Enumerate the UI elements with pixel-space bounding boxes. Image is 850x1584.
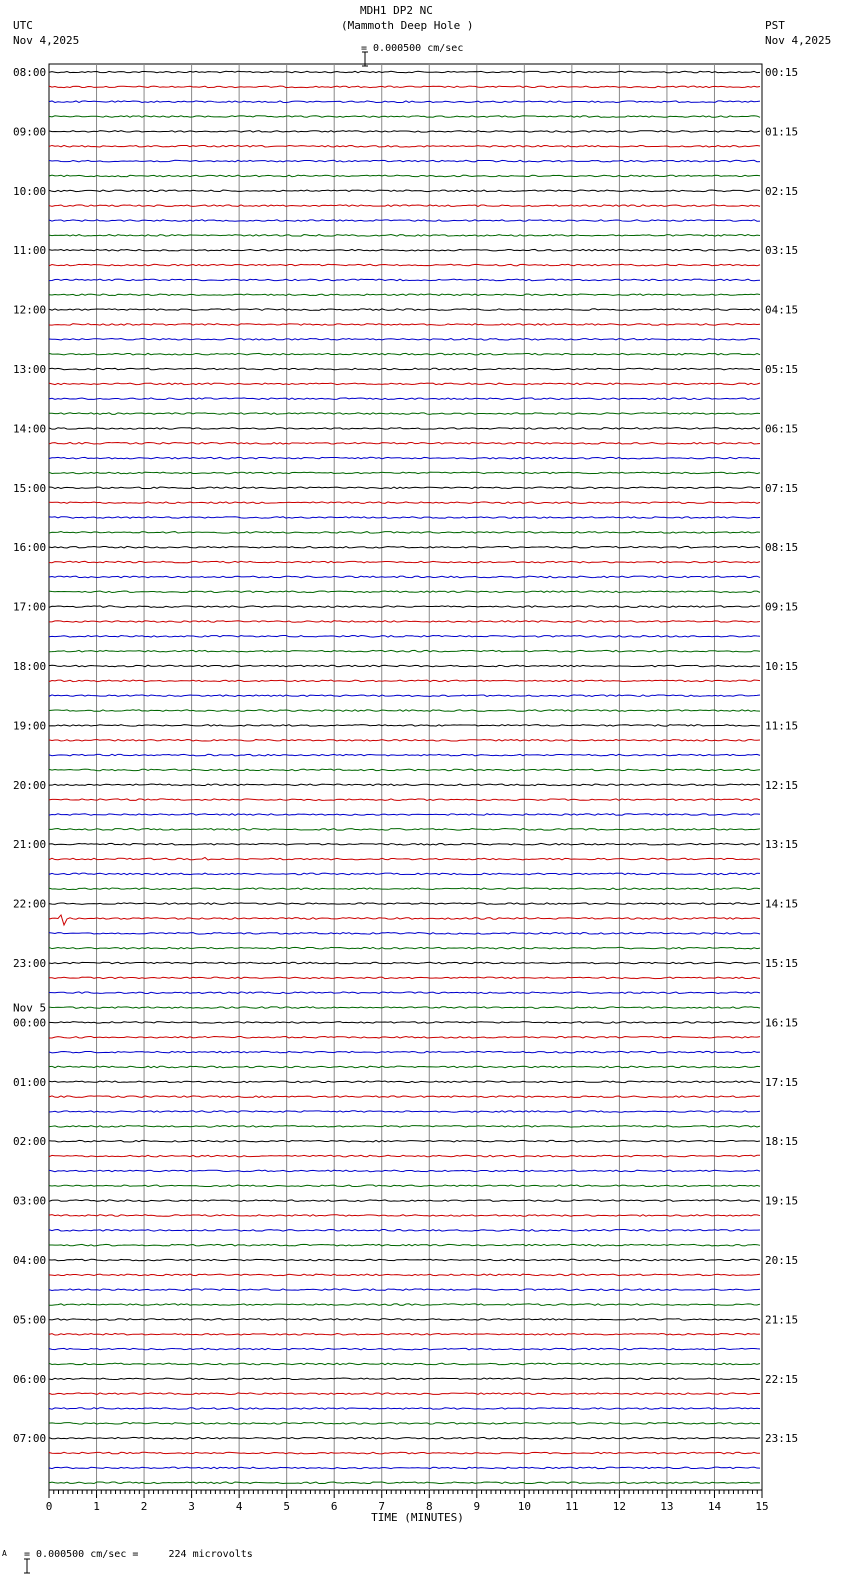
footer-mark: A: [2, 1549, 7, 1558]
trace-line: [49, 977, 760, 979]
pst-time-label: 11:15: [765, 719, 799, 733]
pst-time-label: 08:15: [765, 541, 799, 555]
trace-line: [49, 1289, 760, 1291]
trace-line: [49, 160, 760, 162]
trace-line: [49, 725, 760, 727]
trace-line: [49, 1467, 760, 1469]
trace-line: [49, 1081, 760, 1083]
pst-time-label: 07:15: [765, 481, 799, 495]
trace-line: [49, 739, 760, 741]
x-tick-label: 14: [707, 1500, 722, 1513]
trace-line: [49, 517, 760, 519]
trace-line: [49, 1066, 760, 1068]
pst-time-label: 12:15: [765, 778, 799, 792]
trace-line: [49, 1319, 760, 1321]
right-date: Nov 4,2025: [765, 34, 832, 47]
utc-hour-label: 13:00: [13, 363, 47, 376]
trace-line: [49, 1215, 760, 1217]
trace-line: [49, 279, 760, 281]
pst-time-label: 20:15: [765, 1254, 799, 1267]
trace-line: [49, 472, 760, 474]
x-tick-label: 12: [612, 1500, 627, 1513]
pst-time-label: 06:15: [765, 422, 799, 436]
trace-line: [49, 710, 760, 712]
utc-date-label: Nov 5: [13, 1001, 47, 1015]
trace-line: [49, 784, 760, 786]
utc-hour-label: 00:00: [13, 1016, 47, 1030]
trace-line: [49, 1274, 760, 1276]
pst-time-label: 16:15: [765, 1016, 799, 1030]
pst-time-label: 18:15: [765, 1135, 799, 1149]
trace-line: [49, 650, 760, 652]
x-tick-label: 7: [378, 1500, 386, 1513]
trace-line: [49, 413, 760, 415]
trace-line: [49, 606, 760, 608]
utc-hour-label: 16:00: [13, 541, 47, 555]
utc-hour-label: 08:00: [13, 66, 47, 79]
trace-line: [49, 398, 760, 400]
trace-line: [49, 1230, 760, 1232]
trace-line: [49, 502, 760, 504]
utc-hour-label: 06:00: [13, 1372, 47, 1386]
utc-hour-label: 09:00: [13, 125, 47, 139]
x-tick-label: 8: [425, 1500, 433, 1513]
trace-line: [49, 1022, 760, 1024]
pst-time-label: 10:15: [765, 660, 799, 673]
x-tick-label: 0: [45, 1500, 53, 1513]
trace-line: [49, 339, 760, 341]
trace-line: [49, 1051, 760, 1053]
pst-time-label: 22:15: [765, 1372, 799, 1386]
trace-line: [49, 249, 760, 251]
station-location: (Mammoth Deep Hole ): [341, 19, 474, 32]
trace-line: [49, 309, 760, 311]
trace-line: [49, 1333, 760, 1335]
utc-hour-label: 14:00: [13, 422, 47, 436]
scale-label: = 0.000500 cm/sec: [361, 43, 464, 54]
trace-line: [49, 1185, 760, 1187]
trace-line: [49, 1408, 760, 1410]
utc-hour-label: 03:00: [13, 1194, 47, 1208]
trace-line: [49, 903, 760, 905]
trace-line: [49, 754, 760, 756]
trace-line: [49, 71, 760, 73]
trace-line: [49, 680, 760, 682]
x-tick-label: 1: [93, 1500, 100, 1513]
trace-line: [49, 294, 760, 296]
trace-line: [49, 576, 760, 578]
trace-line: [49, 636, 760, 638]
x-tick-label: 10: [517, 1500, 531, 1513]
trace-line: [49, 428, 760, 430]
right-timezone: PST: [765, 19, 785, 32]
trace-line: [49, 1170, 760, 1172]
trace-line: [49, 1393, 760, 1395]
x-tick-label: 13: [660, 1500, 674, 1513]
trace-line: [49, 324, 760, 326]
x-axis-label: TIME (MINUTES): [371, 1511, 464, 1524]
trace-line: [49, 888, 760, 890]
utc-hour-label: 05:00: [13, 1313, 47, 1327]
utc-hour-label: 15:00: [13, 481, 47, 495]
utc-hour-label: 01:00: [13, 1075, 47, 1089]
x-tick-label: 3: [188, 1500, 195, 1513]
trace-line: [49, 1111, 760, 1113]
trace-line: [49, 873, 760, 875]
trace-line: [49, 992, 760, 994]
trace-line: [49, 1482, 760, 1484]
trace-line: [49, 1126, 760, 1128]
trace-line: [49, 1155, 760, 1157]
trace-line: [49, 1244, 760, 1246]
pst-time-label: 02:15: [765, 184, 799, 198]
utc-hour-label: 21:00: [13, 838, 47, 852]
trace-line: [49, 915, 760, 925]
trace-line: [49, 857, 760, 860]
trace-line: [49, 591, 760, 593]
trace-line: [49, 175, 760, 177]
trace-line: [49, 101, 760, 103]
trace-line: [49, 1007, 760, 1009]
trace-line: [49, 131, 760, 133]
x-tick-label: 15: [755, 1500, 769, 1513]
utc-hour-label: 02:00: [13, 1135, 47, 1149]
scale-bar-icon: [348, 38, 356, 54]
utc-hour-label: 19:00: [13, 719, 47, 733]
trace-line: [49, 190, 760, 192]
trace-line: [49, 1378, 760, 1380]
trace-line: [49, 368, 760, 370]
trace-line: [49, 814, 760, 816]
utc-hour-label: 20:00: [13, 778, 47, 792]
x-tick-label: 2: [140, 1500, 148, 1513]
trace-line: [49, 383, 760, 385]
x-tick-label: 6: [330, 1500, 338, 1513]
utc-hour-label: 17:00: [13, 600, 47, 614]
trace-line: [49, 205, 760, 207]
trace-line: [49, 1140, 760, 1142]
x-tick-label: 11: [565, 1500, 579, 1513]
x-tick-label: 5: [283, 1500, 290, 1513]
pst-time-label: 05:15: [765, 363, 799, 376]
station-title: MDH1 DP2 NC: [360, 4, 433, 17]
utc-hour-label: 12:00: [13, 303, 47, 317]
trace-line: [49, 457, 760, 459]
utc-hour-label: 23:00: [13, 957, 47, 970]
trace-line: [49, 353, 760, 355]
left-date: Nov 4,2025: [13, 34, 80, 47]
trace-line: [49, 962, 760, 964]
pst-time-label: 01:15: [765, 125, 799, 139]
trace-line: [49, 1423, 760, 1425]
trace-line: [49, 1348, 760, 1350]
trace-line: [49, 621, 760, 623]
trace-line: [49, 947, 760, 949]
x-tick-label: 9: [473, 1500, 481, 1513]
trace-line: [49, 1437, 760, 1439]
pst-time-label: 04:15: [765, 303, 799, 317]
pst-time-label: 23:15: [765, 1432, 799, 1446]
plot-frame: [49, 64, 762, 1490]
trace-line: [49, 145, 760, 147]
trace-line: [49, 487, 760, 489]
trace-line: [49, 1036, 760, 1038]
trace-line: [49, 769, 760, 771]
utc-hour-label: 22:00: [13, 897, 47, 911]
footer-scale-note: = 0.000500 cm/sec = 224 microvolts: [24, 1549, 253, 1560]
trace-line: [49, 235, 760, 237]
trace-line: [49, 1304, 760, 1306]
trace-line: [49, 829, 760, 831]
trace-line: [49, 695, 760, 697]
trace-line: [49, 220, 760, 222]
left-timezone: UTC: [13, 19, 33, 32]
trace-line: [49, 799, 760, 801]
utc-hour-label: 10:00: [13, 184, 47, 198]
utc-hour-label: 07:00: [13, 1432, 47, 1446]
pst-time-label: 03:15: [765, 244, 799, 258]
trace-line: [49, 442, 760, 444]
trace-line: [49, 1259, 760, 1261]
footer-scale-icon: [10, 1545, 18, 1561]
pst-time-label: 19:15: [765, 1194, 799, 1208]
trace-line: [49, 665, 760, 667]
trace-line: [49, 546, 760, 548]
utc-hour-label: 04:00: [13, 1254, 47, 1267]
pst-time-label: 14:15: [765, 897, 799, 911]
trace-line: [49, 116, 760, 118]
trace-line: [49, 561, 760, 563]
trace-line: [49, 1452, 760, 1454]
trace-line: [49, 1096, 760, 1098]
trace-line: [49, 532, 760, 534]
trace-line: [49, 264, 760, 266]
x-tick-label: 4: [235, 1500, 243, 1513]
trace-line: [49, 1200, 760, 1202]
pst-time-label: 17:15: [765, 1075, 799, 1089]
pst-time-label: 21:15: [765, 1313, 799, 1327]
pst-time-label: 15:15: [765, 957, 799, 970]
trace-line: [49, 86, 760, 88]
trace-line: [49, 1363, 760, 1365]
trace-line: [49, 933, 760, 935]
utc-hour-label: 18:00: [13, 660, 47, 673]
pst-time-label: 09:15: [765, 600, 799, 614]
pst-time-label: 13:15: [765, 838, 799, 852]
trace-line: [49, 843, 760, 845]
utc-hour-label: 11:00: [13, 244, 47, 258]
pst-time-label: 00:15: [765, 66, 799, 79]
